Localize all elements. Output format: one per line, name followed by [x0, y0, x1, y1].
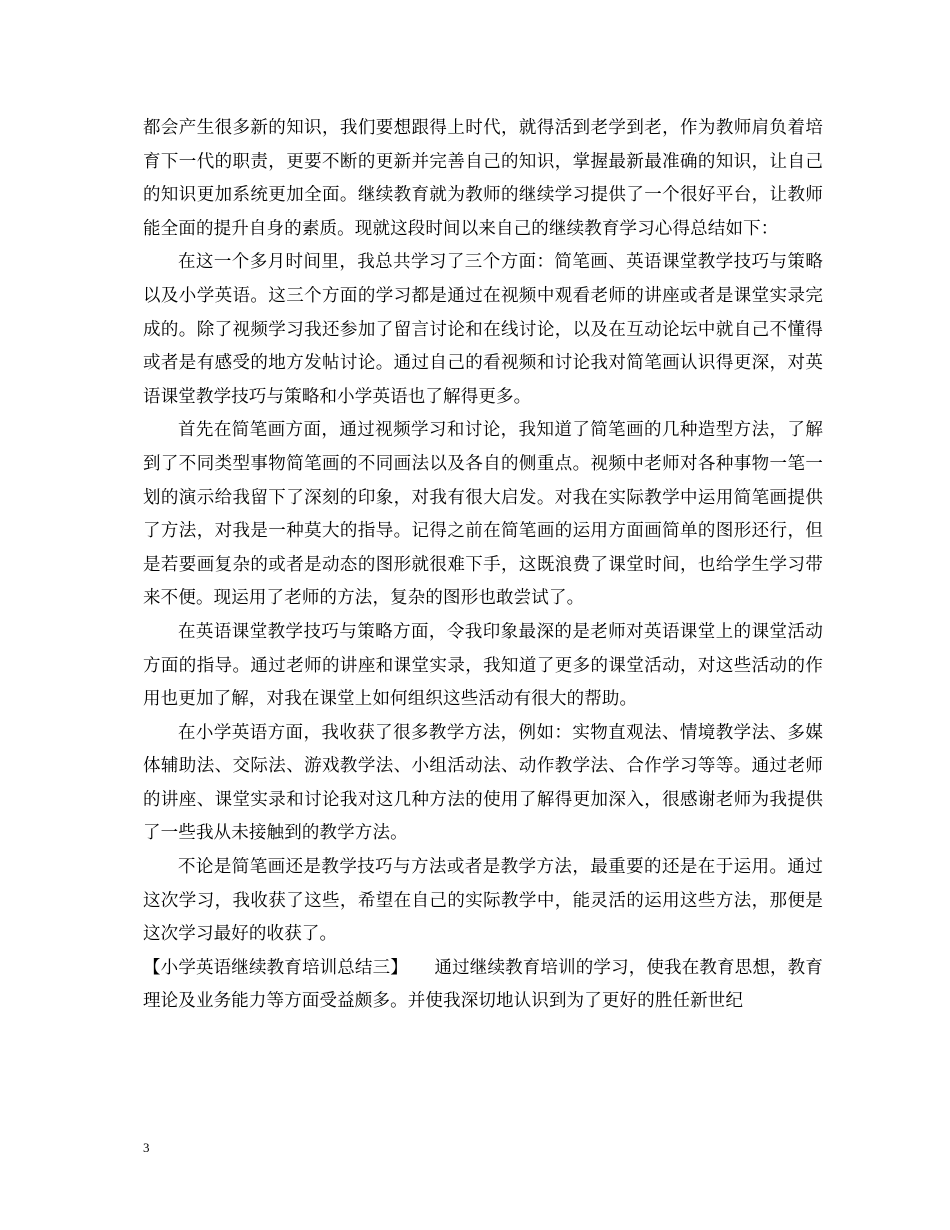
- paragraph-7: 【小学英语继续教育培训总结三】 通过继续教育培训的学习，使我在教育思想，教育理论及业务能力等方面受益颇多。并使我深切地认识到为了更好的胜任新世纪: [143, 957, 823, 1012]
- paragraph-3: 首先在简笔画方面，通过视频学习和讨论，我知道了简笔画的几种造型方法，了解到了不同类型事物简笔画的不同画法以及各自的侧重点。视频中老师对各种事物一笔一划的演示给我留下了深刻的印象，对我有很大启发。对我在实际教学中运用简笔画提供了方法，对我是一种莫大的指导。记得之前在简笔画的运用方面画简单的图形还行，但是若要画复杂的或者是动态的图形就很难下手，这既浪费了课堂时间，也给学生学习带来不便。现运用了老师的方法，复杂的图形也敢尝试了。: [143, 420, 823, 609]
- page-number: 3: [143, 1140, 150, 1155]
- paragraph-1: 都会产生很多新的知识，我们要想跟得上时代，就得活到老学到老，作为教师肩负着培育下一代的职责，更要不断的更新并完善自己的知识，掌握最新最准确的知识，让自己的知识更加系统更加全面。继续教育就为教师的继续学习提供了一个很好平台，让教师能全面的提升自身的素质。现就这段时间以来自己的继续教育学习心得总结如下：: [143, 118, 823, 239]
- body-text: [143, 112, 823, 1019]
- paragraph-4: 在英语课堂教学技巧与策略方面，令我印象最深的是老师对英语课堂上的课堂活动方面的指导。通过老师的讲座和课堂实录，我知道了更多的课堂活动，对这些活动的作用也更加了解，对我在课堂上如何组织这些活动有很大的帮助。: [143, 621, 823, 710]
- paragraph-6: 不论是简笔画还是教学技巧与方法或者是教学方法，最重要的还是在于运用。通过这次学习，我收获了这些，希望在自己的实际教学中，能灵活的运用这些方法，那便是这次学习最好的收获了。: [143, 857, 823, 945]
- paragraph-5: 在小学英语方面，我收获了很多教学方法，例如：实物直观法、情境教学法、多媒体辅助法、交际法、游戏教学法、小组活动法、动作教学法、合作学习等等。通过老师的讲座、课堂实录和讨论我对这几种方法的使用了解得更加深入，很感谢老师为我提供了一些我从未接触到的教学方法。: [143, 722, 823, 844]
- paragraph-2: 在这一个多月时间里，我总共学习了三个方面：简笔画、英语课堂教学技巧与策略以及小学英语。这三个方面的学习都是通过在视频中观看老师的讲座或者是课堂实录完成的。除了视频学习我还参加了留言讨论和在线讨论，以及在互动论坛中就自己不懂得或者是有感受的地方发帖讨论。通过自己的看视频和讨论我对简笔画认识得更深，对英语课堂教学技巧与策略和小学英语也了解得更多。: [143, 252, 823, 407]
